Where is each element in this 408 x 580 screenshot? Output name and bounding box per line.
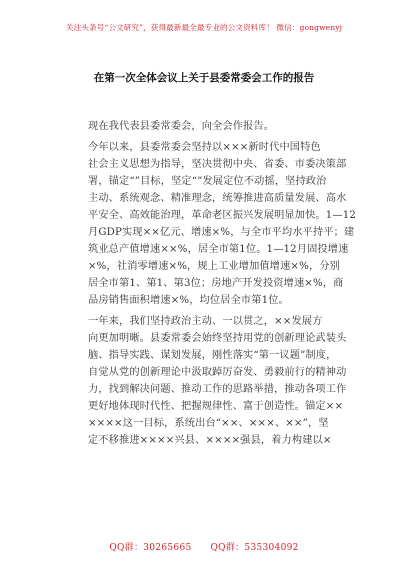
text-line: 更好地体现时代性、把握规律性、富于创造性。锚定×× [88,401,344,412]
text-line: 今年以来，县委常委会坚持以×××新时代中国特色 [88,142,321,153]
text-line: 脑、指导实践、谋划发展，刚性落实“第一议题”制度， [88,350,337,361]
document-title: 在第一次全体会议上关于县委常委会工作的报告 [93,72,315,84]
text-line: 定不移推进××××兴县、××××强县，着力构建以× [88,435,332,446]
text-line: 现在我代表县委常委会，向全会作报告。 [88,121,275,132]
text-line: ××××这一目标，系统出台“××、×××、××”，坚 [88,418,329,429]
text-line: 自觉从党的创新理论中汲取踔厉奋发、勇毅前行的精神动 [88,367,347,378]
text-line: ×%，社消零增速×%，规上工业增加值增速×%，分别 [88,261,340,272]
document-body [88,118,356,449]
text-line: 平安全、高效能治理，革命老区振兴发展明显加快。1—12 [88,210,356,221]
text-line: 居全市第1、第1、第3位；房地产开发投资增速×%，商 [88,278,344,289]
paragraph-intro [88,118,348,135]
footer-note [0,540,408,553]
text-line: 力，找到解决问题、推动工作的思路举措，推动各项工作 [88,384,347,395]
text-line: 向更加明晰。县委常委会始终坚持用党的创新理论武装头 [88,333,347,344]
text-line: 品房销售面积增速×%，均位居全市第1位。 [88,295,289,306]
paragraph-review [88,313,348,449]
text-line: 筑业总产值增速××%，居全市第1位。1—12月固投增速 [88,244,349,255]
qq-group-1: QQ群：30265665 [109,543,192,553]
paragraph-summary [88,139,356,309]
text-line: 社会主义思想为指导，坚决贯彻中央、省委、市委决策部 [88,159,347,170]
text-line: 主动、系统观念、精准理念，统筹推进高质量发展、高水 [88,193,347,204]
header-note: 关注头条号“公文研究”，获得最新最全最专业的公文资料库！ 微信：gongwenyj [65,23,343,32]
text-line: 一年来，我们坚持政治主动、一以贯之，××发展方 [88,316,323,327]
text-line: 月GDP实现××亿元、增速×%，与全市平均水平持平；建 [88,227,355,238]
qq-group-2: QQ群：535304092 [210,543,299,553]
text-line: 署，锚定“”目标，坚定“”发展定位不动摇，坚持政治 [88,176,327,187]
